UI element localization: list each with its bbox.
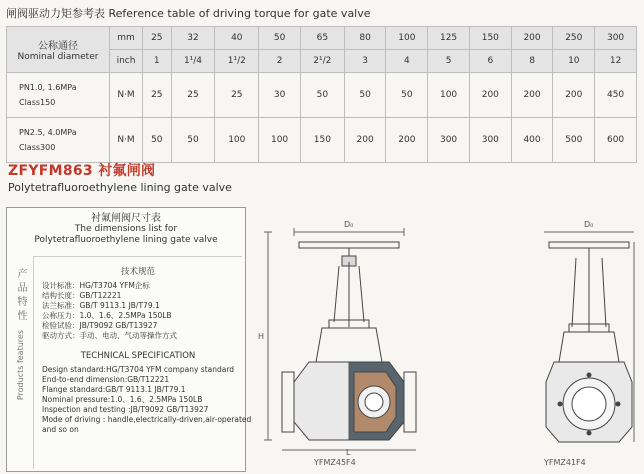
value-cell: 600	[595, 118, 637, 163]
inch-cell: 4	[386, 50, 428, 73]
spec-cn-item: 设计标准：HG/T3704 YFM企标	[42, 281, 150, 290]
value-cell: 200	[344, 118, 386, 163]
dimensions-title-cn: 衬氟闸阀尺寸表	[91, 213, 161, 224]
series-title: ZFYFM863 衬氟闸阀	[8, 163, 156, 179]
value-cell: 100	[259, 118, 301, 163]
dim-d0-left: D₀	[344, 220, 354, 229]
dim-d0-right: D₀	[584, 220, 594, 229]
pressure-label-a: PN2.5, 4.0MPa	[19, 128, 77, 137]
value-cell: 400	[511, 118, 553, 163]
inch-unit-cell: inch	[110, 50, 143, 73]
value-cell: 500	[553, 118, 595, 163]
value-cell: 200	[386, 118, 428, 163]
value-cell: 50	[300, 73, 344, 118]
mm-cell: 300	[595, 27, 637, 50]
spec-en-item: and so on	[42, 425, 79, 434]
nominal-diameter-cn: 公称通径	[38, 41, 78, 52]
spec-cn-item: 结构长度：GB/T12221	[42, 291, 122, 300]
caption-left: YFMZ45F4	[314, 458, 356, 467]
value-cell: 50	[386, 73, 428, 118]
spec-en-item: End-to-end dimension:GB/T12221	[42, 375, 170, 384]
mm-cell: 40	[215, 27, 259, 50]
mm-unit-cell: mm	[110, 27, 143, 50]
value-cell: 50	[143, 118, 172, 163]
mm-cell: 100	[386, 27, 428, 50]
side-label-cn: 产品特性	[15, 268, 26, 324]
page-title: 闸阀驱动力矩参考表 Reference table of driving torque for gate valve	[6, 7, 371, 20]
value-cell: 25	[171, 73, 215, 118]
spec-cn-item: 驱动方式：手动、电动、气动等操作方式	[42, 331, 177, 340]
dim-h: H	[258, 332, 265, 341]
pressure-label-b: Class300	[19, 143, 56, 152]
spec-en-item: Nominal pressure:1.0、1.6、2.5MPa 150LB	[42, 395, 203, 404]
value-cell: 300	[469, 118, 511, 163]
pressure-label-a: PN1.0, 1.6MPa	[19, 83, 77, 92]
value-cell: 300	[428, 118, 470, 163]
value-cell: 100	[428, 73, 470, 118]
table-row	[7, 73, 637, 118]
dimensions-title-en-1: The dimensions list for	[74, 224, 178, 234]
value-cell: 100	[215, 118, 259, 163]
products-features-side-label	[9, 268, 31, 463]
dimensions-box-title	[7, 213, 245, 246]
inch-cell: 1¹/4	[171, 50, 215, 73]
value-cell: 50	[171, 118, 215, 163]
value-cell: 150	[300, 118, 344, 163]
pressure-label-b: Class150	[19, 98, 56, 107]
spec-cn-list	[42, 281, 242, 341]
dimensions-title-en-2: Polytetrafluoroethylene lining gate valve	[34, 235, 218, 245]
spec-en-item: Design standard:HG/T3704 YFM company standard	[42, 365, 235, 374]
value-cell: 200	[469, 73, 511, 118]
dim-l: L	[346, 448, 351, 457]
value-cell: 200	[553, 73, 595, 118]
value-cell: 200	[511, 73, 553, 118]
inch-cell: 1¹/2	[215, 50, 259, 73]
valve-drawings	[254, 212, 639, 470]
series-subtitle: Polytetrafluoroethylene lining gate valve	[8, 181, 232, 194]
torque-table	[6, 26, 637, 163]
value-cell: 50	[344, 73, 386, 118]
inch-cell: 2¹/2	[300, 50, 344, 73]
dimensions-box	[6, 207, 252, 472]
value-cell: 25	[143, 73, 172, 118]
pressure-label	[7, 73, 110, 118]
mm-cell: 80	[344, 27, 386, 50]
inch-cell: 1	[143, 50, 172, 73]
spec-en-item: Flange standard:GB/T 9113.1 JB/T79.1	[42, 385, 186, 394]
spec-en-heading: TECHNICAL SPECIFICATION	[80, 351, 196, 361]
inch-cell: 6	[469, 50, 511, 73]
spec-panel	[33, 256, 252, 469]
pressure-label	[7, 118, 110, 163]
mm-cell: 50	[259, 27, 301, 50]
unit-cell: N·M	[110, 118, 143, 163]
inch-cell: 5	[428, 50, 470, 73]
table-row	[7, 118, 637, 163]
spec-en-item: Mode of driving : handle,electrically-driven,air-operated	[42, 415, 252, 424]
nominal-diameter-header	[7, 27, 110, 73]
mm-cell: 250	[553, 27, 595, 50]
spec-cn-heading: 技术规范	[120, 267, 155, 277]
nominal-diameter-en: Nominal diameter	[17, 52, 99, 62]
mm-cell: 200	[511, 27, 553, 50]
mm-cell: 125	[428, 27, 470, 50]
spec-cn-item: 检验试验：JB/T9092 GB/T13927	[42, 321, 158, 330]
inch-cell: 8	[511, 50, 553, 73]
inch-cell: 10	[553, 50, 595, 73]
mm-cell: 65	[300, 27, 344, 50]
caption-right: YFMZ41F4	[544, 458, 586, 467]
gate-valve-drawing	[254, 212, 639, 470]
table-row-mm	[7, 27, 637, 50]
mm-cell: 25	[143, 27, 172, 50]
spec-en-item: Inspection and testing :JB/T9092 GB/T13927	[42, 405, 209, 414]
inch-cell: 12	[595, 50, 637, 73]
inch-cell: 3	[344, 50, 386, 73]
side-label-en: Products features	[15, 330, 25, 401]
unit-cell: N·M	[110, 73, 143, 118]
spec-cn-item: 公称压力：1.0、1.6、2.5MPa 150LB	[42, 311, 172, 320]
value-cell: 30	[259, 73, 301, 118]
mm-cell: 32	[171, 27, 215, 50]
value-cell: 25	[215, 73, 259, 118]
spec-en-list	[42, 365, 252, 435]
spec-cn-item: 法兰标准：GB/T 9113.1 JB/T79.1	[42, 301, 160, 310]
mm-cell: 150	[469, 27, 511, 50]
value-cell: 450	[595, 73, 637, 118]
inch-cell: 2	[259, 50, 301, 73]
